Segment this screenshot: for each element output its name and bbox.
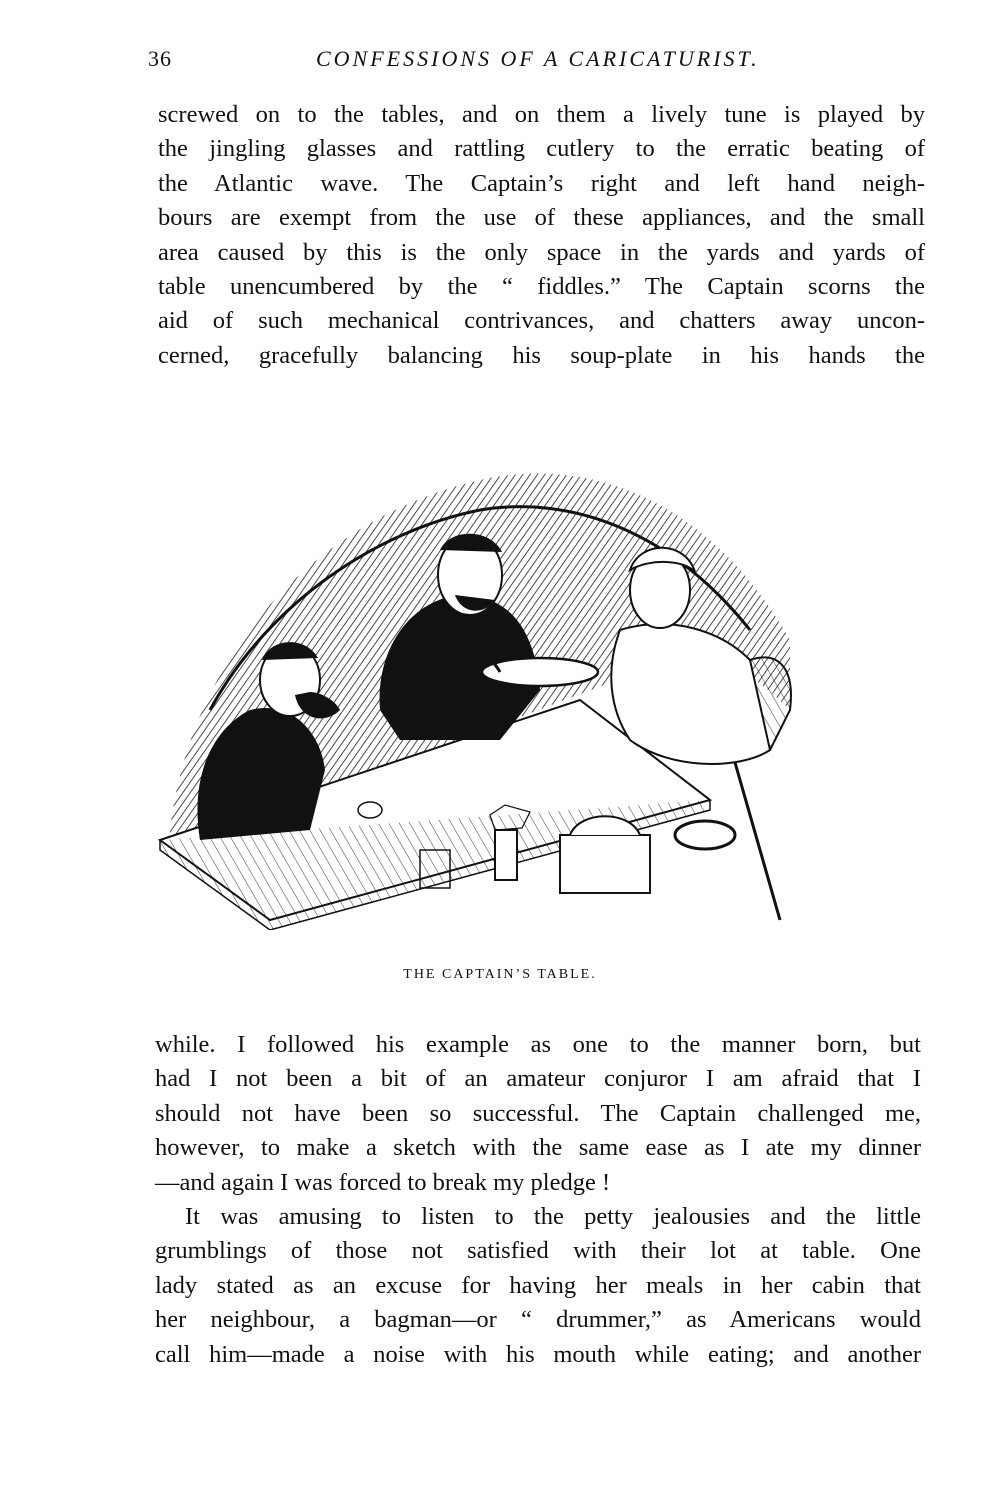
text-line: cerned, gracefully balancing his soup-plate in his hands the — [158, 341, 925, 369]
paragraph-opening — [158, 98, 925, 373]
running-head — [148, 40, 788, 76]
text-line: however, to make a sketch with the same ease as I ate my dinner — [155, 1134, 921, 1162]
text-line: It was amusing to listen to the petty jealousies and the little — [185, 1203, 921, 1230]
paragraph-continuation — [155, 1028, 921, 1200]
text-line: should not have been so successful. The Captain challenged me, — [155, 1099, 921, 1127]
figure-caption: THE CAPTAIN’S TABLE. — [403, 967, 597, 982]
text-line: call him—made a noise with his mouth while eating; and another — [155, 1340, 921, 1368]
text-line: bours are exempt from the use of these appliances, and the small — [158, 204, 925, 232]
text-line: aid of such mechanical contrivances, and chatters away uncon- — [158, 307, 925, 335]
text-line: —and again I was forced to break my pledge ! — [155, 1168, 611, 1196]
text-line: her neighbour, a bagman—or “ drummer,” as Americans would — [155, 1306, 921, 1334]
captains-table-illustration — [150, 410, 800, 930]
page-number: 36 — [148, 46, 172, 71]
text-line: screwed on to the tables, and on them a lively tune is played by — [158, 101, 925, 128]
text-line: grumblings of those not satisfied with their lot at table. One — [155, 1237, 921, 1265]
text-line: table unencumbered by the “ fiddles.” The Captain scorns the — [158, 273, 925, 301]
text-line: lady stated as an excuse for having her meals in her cabin that — [155, 1271, 921, 1299]
text-line: had I not been a bit of an amateur conjuror I am afraid that I — [155, 1065, 921, 1093]
text-line: area caused by this is the only space in the yards and yards of — [158, 238, 925, 266]
text-line: while. I followed his example as one to the manner born, but — [155, 1031, 921, 1058]
text-line: the Atlantic wave. The Captain’s right and left hand neigh- — [158, 169, 925, 197]
text-line: the jingling glasses and rattling cutlery to the erratic beating of — [158, 135, 925, 163]
running-title: CONFESSIONS OF A CARICATURIST. — [316, 46, 760, 71]
paragraph-grumblings — [155, 1200, 921, 1372]
